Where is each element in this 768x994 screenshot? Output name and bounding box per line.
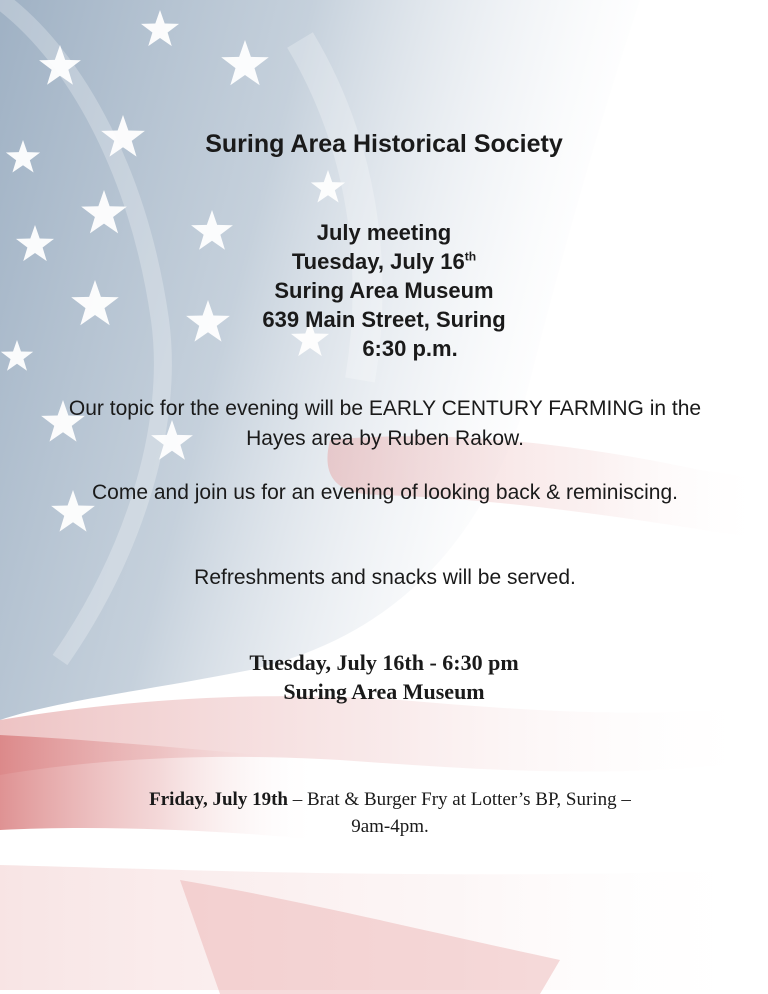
friday-event-date: Friday, July 19th <box>149 789 288 810</box>
meeting-time: 6:30 p.m. <box>362 336 458 361</box>
summary-where: Suring Area Museum <box>283 679 485 704</box>
friday-event <box>80 786 700 840</box>
summary-when: Tuesday, July 16th - 6:30 pm <box>249 650 519 675</box>
friday-event-hours: 9am-4pm. <box>351 816 429 837</box>
friday-event-line <box>80 786 700 813</box>
topic-paragraph: Our topic for the evening will be EARLY CENTURY FARMING in the Hayes area by Ruben Rakow. <box>68 397 702 450</box>
meeting-date <box>0 247 768 276</box>
meeting-date-suffix: th <box>464 249 477 264</box>
meeting-label: July meeting <box>316 220 452 245</box>
flyer-title: Suring Area Historical Society <box>205 130 563 158</box>
meeting-summary <box>0 648 768 706</box>
friday-event-details: – Brat & Burger Fry at Lotter’s BP, Suring – <box>287 789 631 810</box>
refreshments-paragraph: Refreshments and snacks will be served. <box>194 566 576 589</box>
meeting-details <box>0 218 768 363</box>
invite-paragraph: Come and join us for an evening of looking back & reminiscing. <box>92 481 678 504</box>
meeting-venue: Suring Area Museum <box>274 278 494 303</box>
meeting-day-date: Tuesday, July 16 <box>291 249 465 274</box>
meeting-address: 639 Main Street, Suring <box>262 307 506 332</box>
